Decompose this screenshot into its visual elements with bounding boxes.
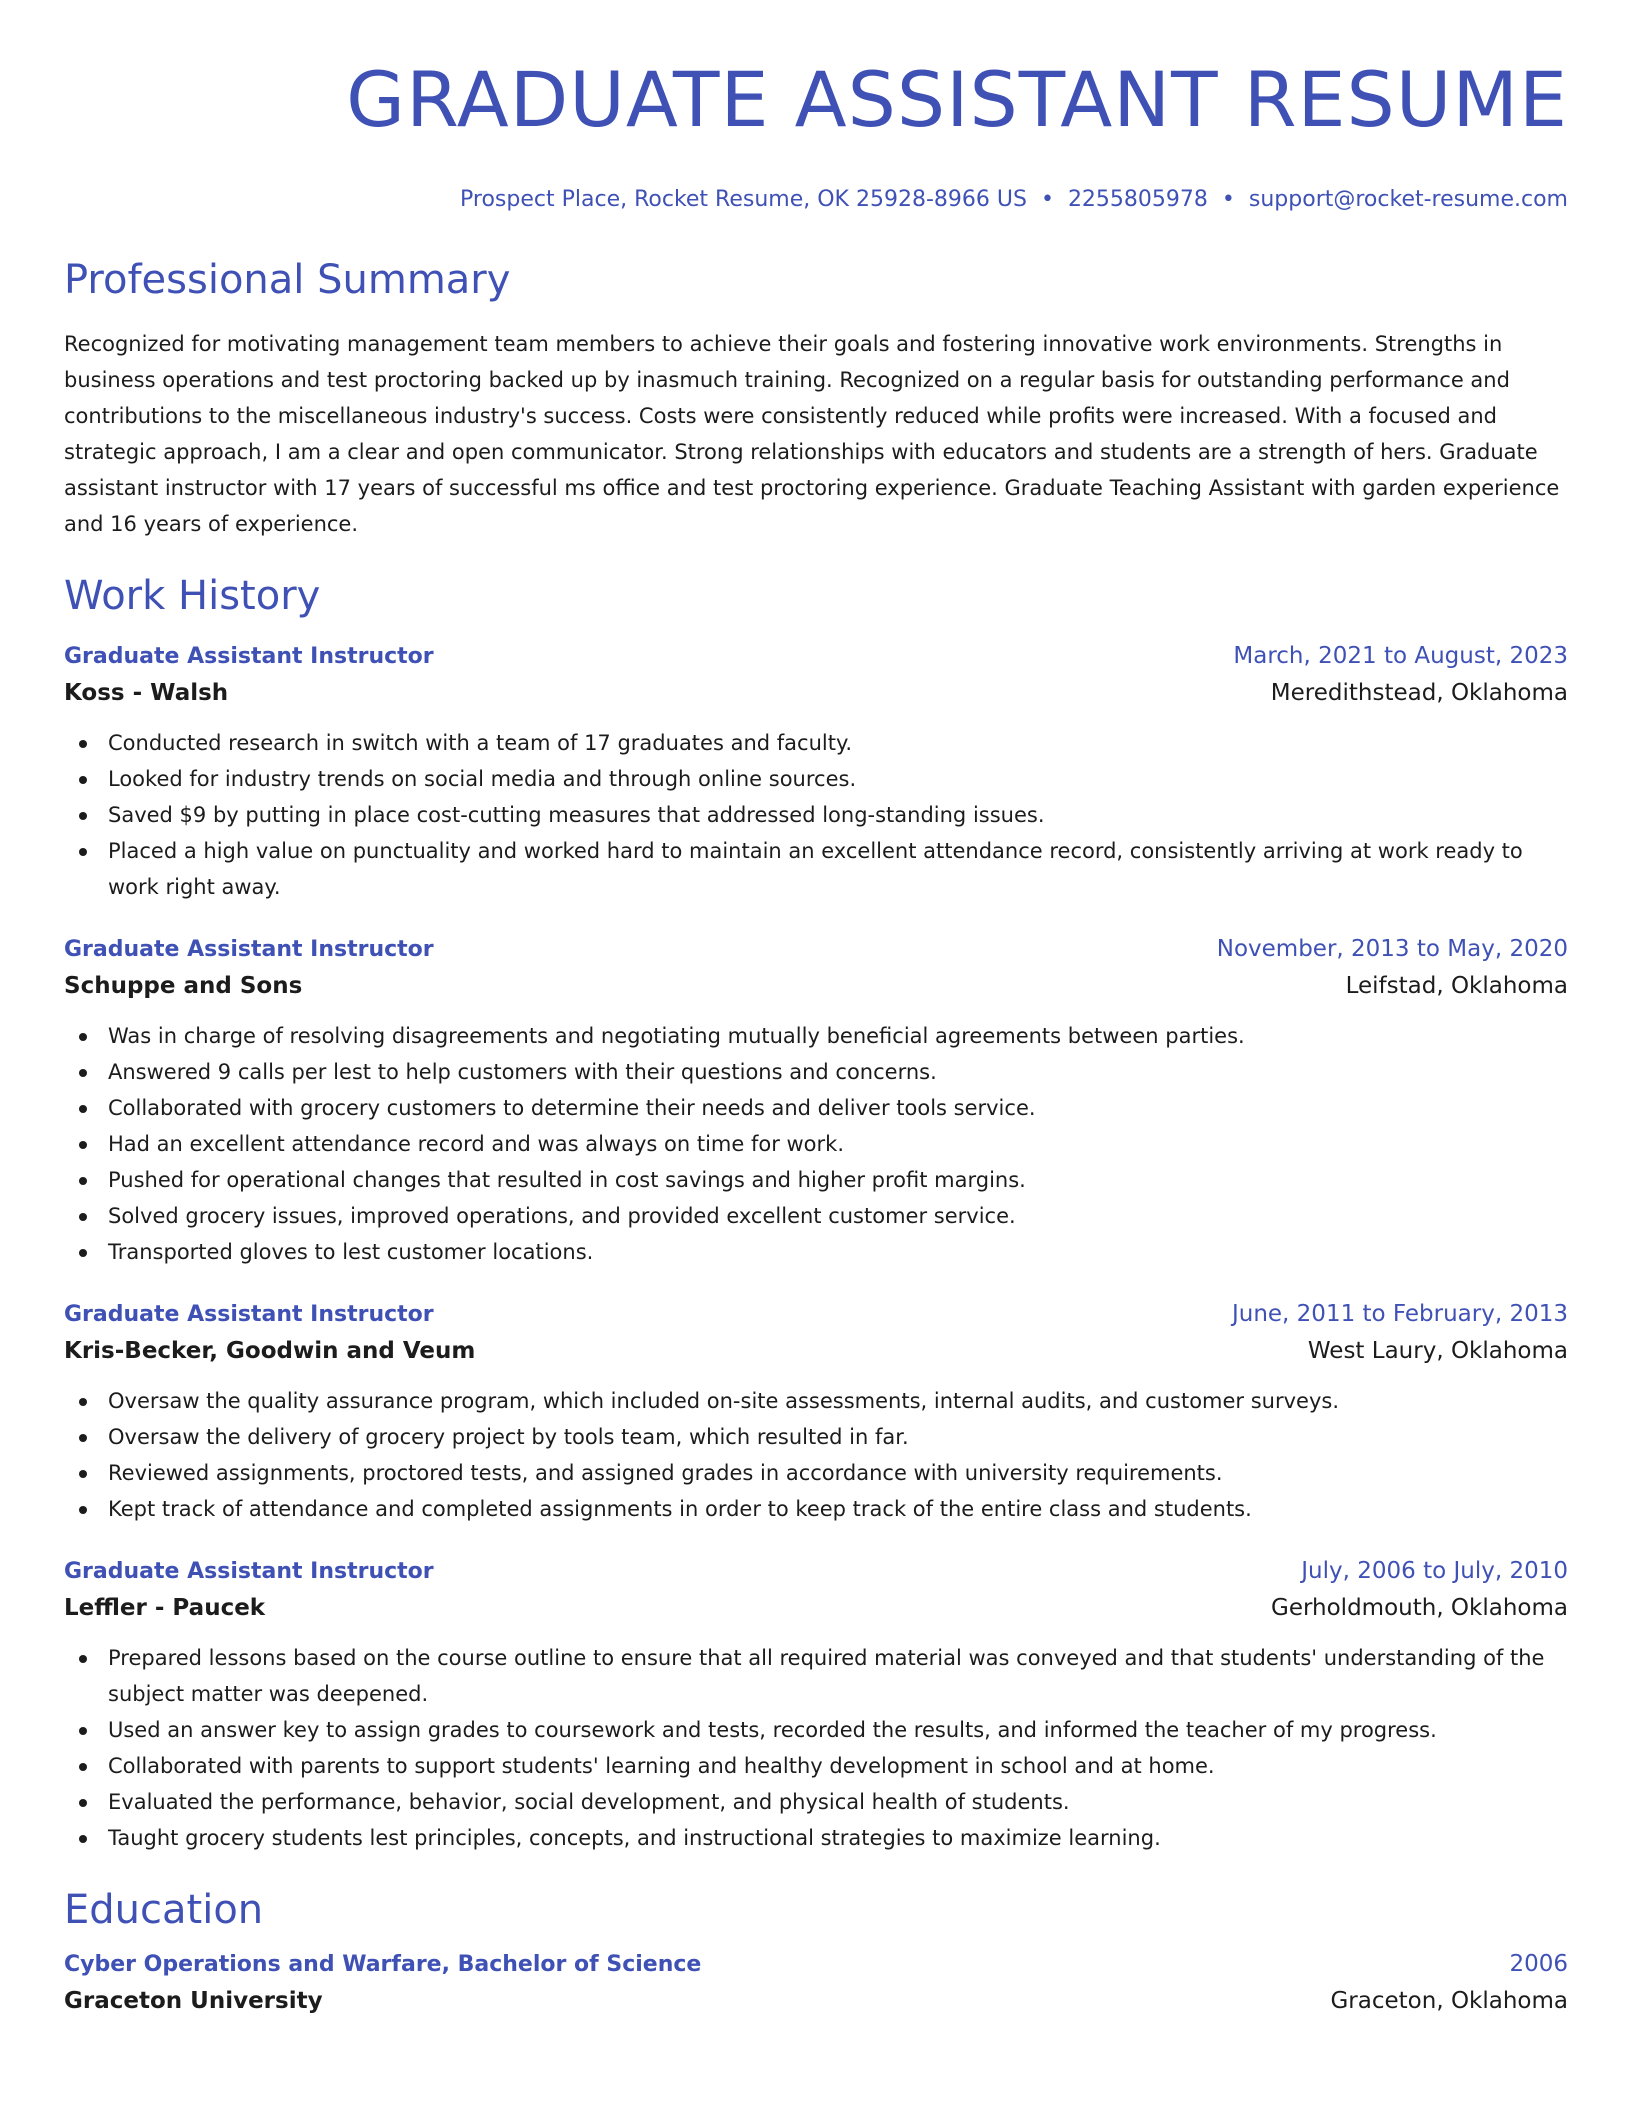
contact-address: Prospect Place, Rocket Resume, OK 25928-8966 US [460, 187, 1027, 212]
job-dates: November, 2013 to May, 2020 [1216, 936, 1568, 962]
job-company-row [64, 1331, 1568, 1371]
job-entry [64, 1555, 1568, 1856]
job-bullet: Solved grocery issues, improved operations, and provided excellent customer service. [64, 1198, 1568, 1234]
job-bullet: Placed a high value on punctuality and worked hard to maintain an excellent attendance record, consistently arriving at work ready to work right away. [64, 833, 1568, 905]
education-header-row [64, 1948, 1568, 1981]
education-school-row [64, 1981, 1568, 2021]
job-header-row [64, 1555, 1568, 1588]
job-bullet: Collaborated with parents to support students' learning and healthy development in school and at home. [64, 1748, 1568, 1784]
job-location: Gerholdmouth, Oklahoma [1271, 1595, 1568, 1621]
job-bullet: Used an answer key to assign grades to coursework and tests, recorded the results, and informed the teacher of my progress. [64, 1712, 1568, 1748]
job-company: Schuppe and Sons [64, 973, 303, 999]
education-entry [64, 1948, 1568, 2021]
work-history-section [64, 572, 1568, 1856]
job-bullets [64, 725, 1568, 905]
job-location: Meredithstead, Oklahoma [1270, 680, 1568, 706]
job-title: Graduate Assistant Instructor [64, 937, 434, 962]
job-bullet: Prepared lessons based on the course outline to ensure that all required material was conveyed and that students' understanding of the subject matter was deepened. [64, 1640, 1568, 1712]
education-list [64, 1948, 1568, 2021]
education-heading: Education [64, 1887, 264, 1933]
resume-title: GRADUATE ASSISTANT RESUME [346, 55, 1568, 144]
job-entry [64, 1298, 1568, 1527]
job-bullet: Oversaw the delivery of grocery project by tools team, which resulted in far. [64, 1419, 1568, 1455]
job-entry [64, 933, 1568, 1270]
job-title: Graduate Assistant Instructor [64, 1302, 434, 1327]
job-bullet: Conducted research in switch with a team of 17 graduates and faculty. [64, 725, 1568, 761]
job-bullet: Had an excellent attendance record and was always on time for work. [64, 1126, 1568, 1162]
job-company-row [64, 1588, 1568, 1628]
job-bullet: Looked for industry trends on social media and through online sources. [64, 761, 1568, 797]
summary-heading: Professional Summary [64, 257, 511, 303]
job-location: West Laury, Oklahoma [1307, 1338, 1568, 1364]
contact-separator: • [1040, 187, 1054, 212]
job-bullet: Pushed for operational changes that resulted in cost savings and higher profit margins. [64, 1162, 1568, 1198]
education-school: Graceton University [64, 1988, 323, 2014]
job-bullet: Answered 9 calls per lest to help customers with their questions and concerns. [64, 1054, 1568, 1090]
job-bullets [64, 1383, 1568, 1527]
job-entry [64, 640, 1568, 905]
job-company: Koss - Walsh [64, 680, 229, 706]
job-title: Graduate Assistant Instructor [64, 644, 434, 669]
job-location: Leifstad, Oklahoma [1345, 973, 1568, 999]
job-bullet: Transported gloves to lest customer locations. [64, 1234, 1568, 1270]
contact-line [64, 186, 1568, 214]
job-bullet: Oversaw the quality assurance program, which included on-site assessments, internal audits, and customer surveys. [64, 1383, 1568, 1419]
job-bullet: Collaborated with grocery customers to determine their needs and deliver tools service. [64, 1090, 1568, 1126]
job-dates: March, 2021 to August, 2023 [1233, 643, 1568, 669]
job-company: Kris-Becker, Goodwin and Veum [64, 1338, 476, 1364]
summary-section [64, 256, 1568, 542]
work-history-heading: Work History [64, 573, 321, 619]
job-bullet: Reviewed assignments, proctored tests, and assigned grades in accordance with university requirements. [64, 1455, 1568, 1491]
contact-phone: 2255805978 [1067, 187, 1208, 212]
job-company: Leffler - Paucek [64, 1595, 266, 1621]
job-bullet: Evaluated the performance, behavior, social development, and physical health of students. [64, 1784, 1568, 1820]
job-header-row [64, 640, 1568, 673]
contact-email: support@rocket-resume.com [1248, 187, 1568, 212]
job-dates: June, 2011 to February, 2013 [1231, 1301, 1568, 1327]
education-location: Graceton, Oklahoma [1330, 1988, 1568, 2014]
resume-header [64, 0, 1568, 214]
contact-separator: • [1221, 187, 1235, 212]
job-header-row [64, 933, 1568, 966]
job-bullet: Taught grocery students lest principles, concepts, and instructional strategies to maximize learning. [64, 1820, 1568, 1856]
job-company-row [64, 673, 1568, 713]
summary-text: Recognized for motivating management team members to achieve their goals and fostering innovative work environments. Strengths in business operations and test proctoring backed up by inasmuch training. Recognized on a regular basis for outstanding performance and contributions to the miscellaneous industry's success. Costs were consistently reduced while profits were increased. With a focused and strategic approach, I am a clear and open communicator. Strong relationships with educators and students are a strength of hers. Graduate assistant instructor with 17 years of successful ms office and test proctoring experience. Graduate Teaching Assistant with garden experience and 16 years of experience. [64, 332, 1560, 536]
job-bullet: Was in charge of resolving disagreements and negotiating mutually beneficial agreements between parties. [64, 1018, 1568, 1054]
job-bullet: Saved $9 by putting in place cost-cutting measures that addressed long-standing issues. [64, 797, 1568, 833]
education-degree: Cyber Operations and Warfare, Bachelor of Science [64, 1952, 702, 1977]
job-bullets [64, 1640, 1568, 1856]
job-header-row [64, 1298, 1568, 1331]
job-bullets [64, 1018, 1568, 1270]
resume-page [64, 0, 1568, 2021]
job-title: Graduate Assistant Instructor [64, 1559, 434, 1584]
education-section [64, 1886, 1568, 2021]
job-dates: July, 2006 to July, 2010 [1301, 1558, 1568, 1584]
job-list [64, 640, 1568, 1856]
job-company-row [64, 966, 1568, 1006]
education-year: 2006 [1509, 1951, 1568, 1977]
job-bullet: Kept track of attendance and completed assignments in order to keep track of the entire class and students. [64, 1491, 1568, 1527]
